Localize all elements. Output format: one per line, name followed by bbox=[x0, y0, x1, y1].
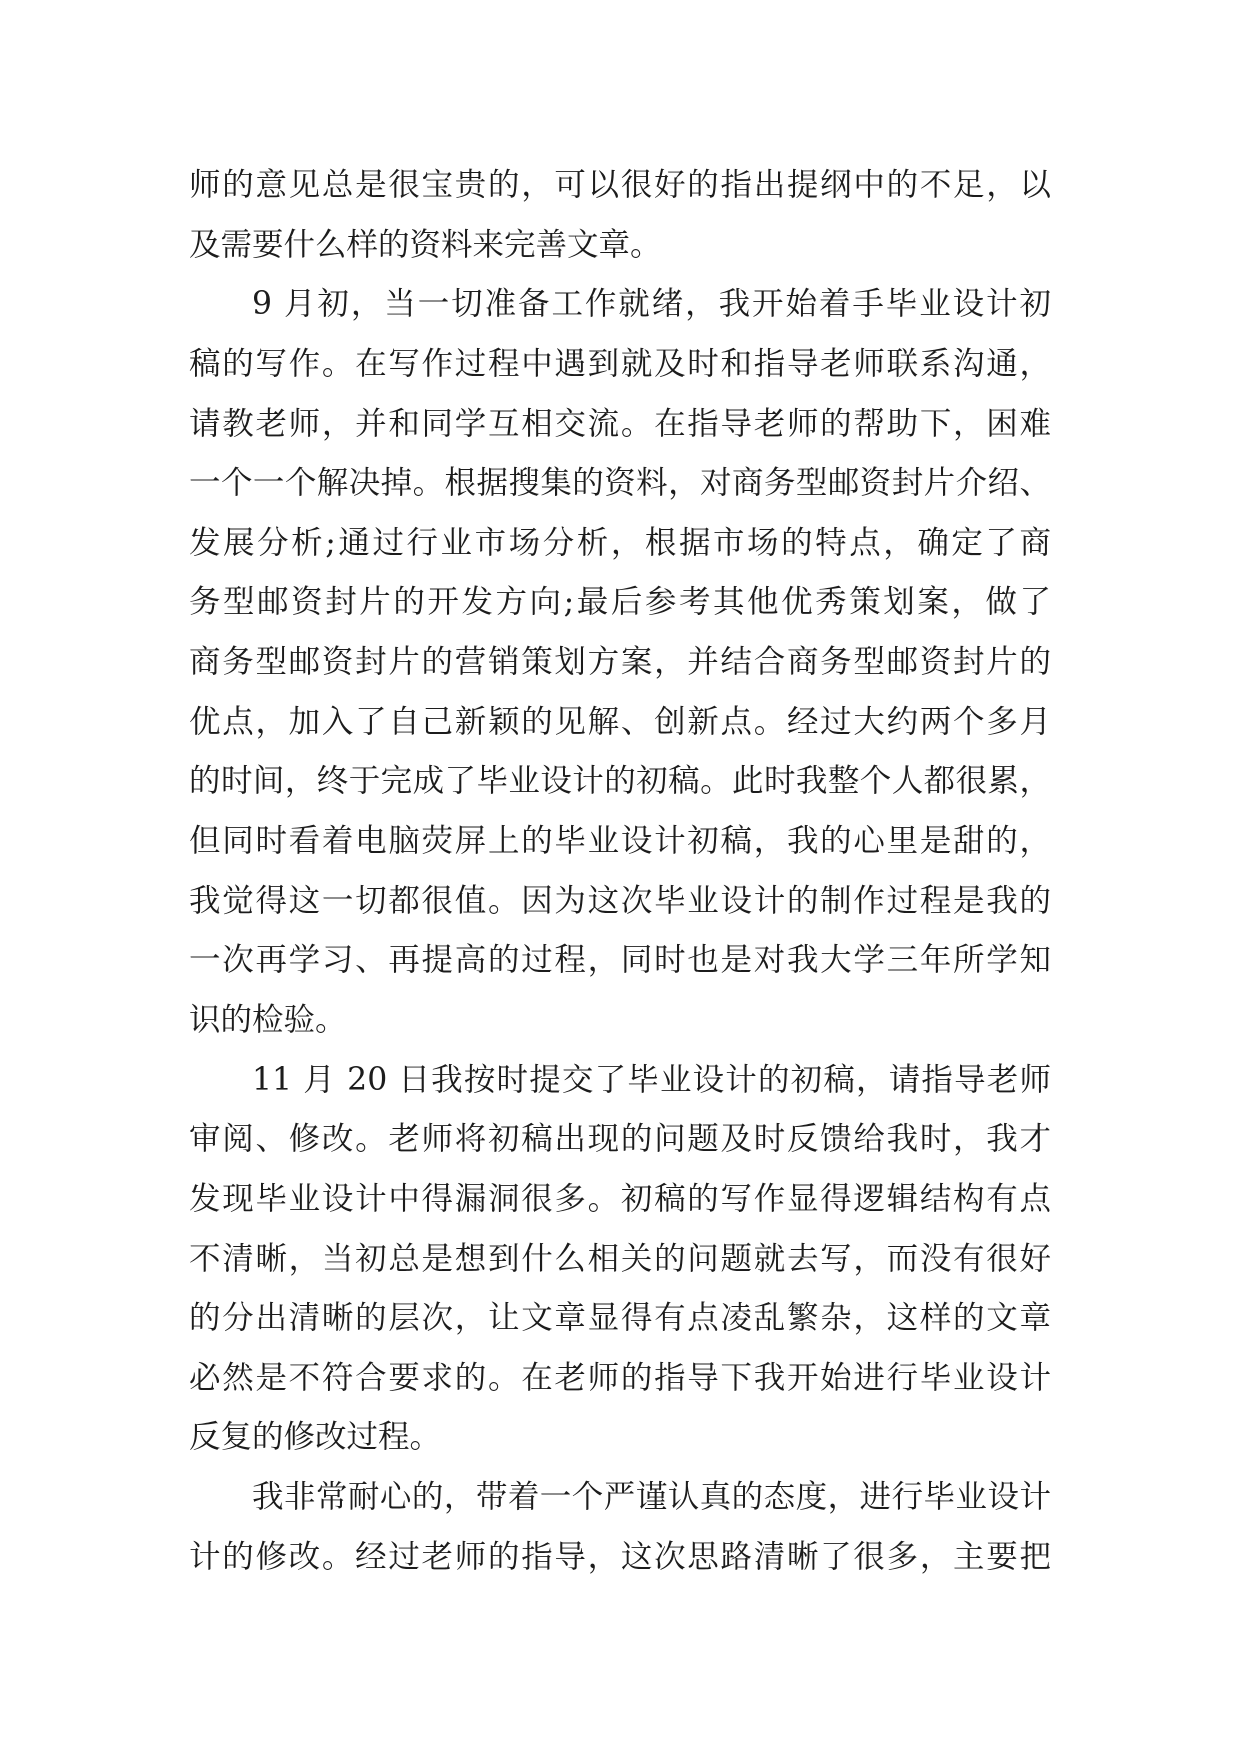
paragraph bbox=[189, 275, 1051, 1050]
text-line: 计的修改。经过老师的指导，这次思路清晰了很多，主要把 bbox=[189, 1538, 1051, 1575]
paragraph bbox=[189, 1468, 1051, 1587]
text-line: 商务型邮资封片的营销策划方案，并结合商务型邮资封片的 bbox=[189, 644, 1051, 681]
text-line: 必然是不符合要求的。在老师的指导下我开始进行毕业设计 bbox=[189, 1359, 1051, 1396]
text-line: 识的检验。 bbox=[189, 1001, 347, 1038]
text-line: 及需要什么样的资料来完善文章。 bbox=[189, 226, 662, 263]
text-line: 的分出清晰的层次，让文章显得有点凌乱繁杂，这样的文章 bbox=[189, 1300, 1051, 1337]
text-line: 审阅、修改。老师将初稿出现的问题及时反馈给我时，我才 bbox=[189, 1121, 1051, 1158]
text-line: 反复的修改过程。 bbox=[189, 1419, 442, 1456]
text-line: 不清晰，当初总是想到什么相关的问题就去写，而没有很好 bbox=[189, 1240, 1051, 1277]
paragraph bbox=[189, 1051, 1051, 1468]
text-line: 我觉得这一切都很值。因为这次毕业设计的制作过程是我的 bbox=[189, 882, 1051, 919]
text-line: 一次再学习、再提高的过程，同时也是对我大学三年所学知 bbox=[189, 942, 1051, 979]
text-line: 务型邮资封片的开发方向;最后参考其他优秀策划案，做了 bbox=[189, 584, 1051, 621]
paragraph bbox=[189, 156, 1051, 275]
text-line: 师的意见总是很宝贵的，可以很好的指出提纲中的不足，以 bbox=[189, 167, 1051, 203]
text-line: 9 月初，当一切准备工作就绪，我开始着手毕业设计初 bbox=[252, 286, 1051, 323]
text-line: 一个一个解决掉。根据搜集的资料，对商务型邮资封片介绍、 bbox=[189, 465, 1051, 502]
text-line: 的时间，终于完成了毕业设计的初稿。此时我整个人都很累， bbox=[189, 763, 1051, 800]
text-line: 稿的写作。在写作过程中遇到就及时和指导老师联系沟通， bbox=[189, 345, 1051, 382]
text-line: 优点，加入了自己新颖的见解、创新点。经过大约两个多月 bbox=[189, 703, 1051, 740]
text-line: 但同时看着电脑荧屏上的毕业设计初稿，我的心里是甜的， bbox=[189, 823, 1051, 860]
text-line: 发现毕业设计中得漏洞很多。初稿的写作显得逻辑结构有点 bbox=[189, 1180, 1051, 1217]
text-line: 11 月 20 日我按时提交了毕业设计的初稿，请指导老师 bbox=[252, 1061, 1051, 1098]
text-line: 请教老师，并和同学互相交流。在指导老师的帮助下，困难 bbox=[189, 405, 1051, 442]
text-line: 我非常耐心的，带着一个严谨认真的态度，进行毕业设计 bbox=[252, 1479, 1051, 1516]
document-page-body bbox=[189, 156, 1051, 1587]
text-line: 发展分析;通过行业市场分析，根据市场的特点，确定了商 bbox=[189, 524, 1051, 561]
